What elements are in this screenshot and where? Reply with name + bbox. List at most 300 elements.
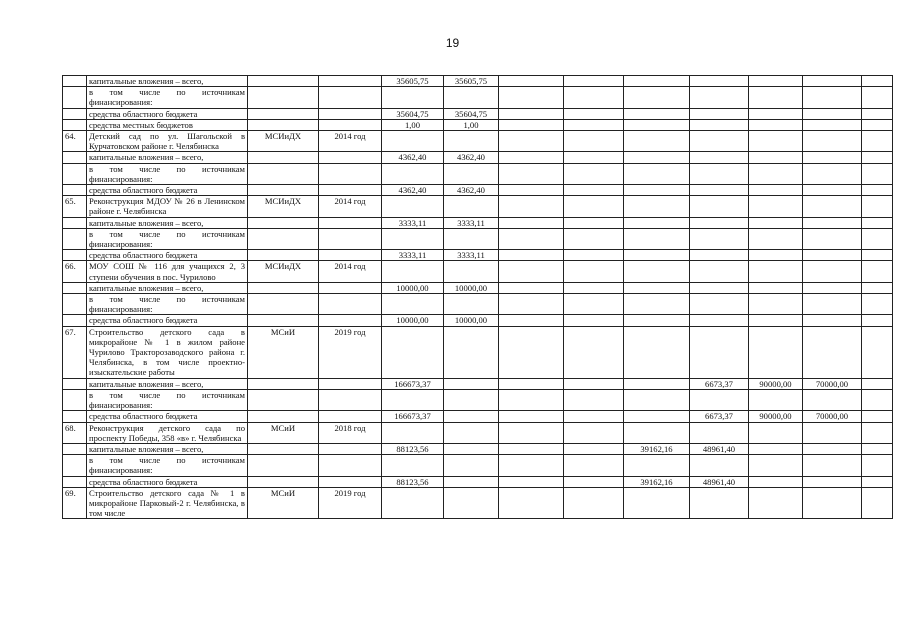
row-value <box>803 261 862 282</box>
row-value <box>862 443 893 454</box>
row-value <box>749 228 803 249</box>
row-value <box>564 119 624 130</box>
row-name: Реконструкция детского сада по проспекту Победы, 358 «в» г. Челябинска <box>87 422 248 443</box>
row-total: 88123,56 <box>382 443 444 454</box>
row-value <box>803 163 862 184</box>
row-value <box>444 443 499 454</box>
row-value <box>862 487 893 519</box>
row-value <box>624 185 690 196</box>
row-value <box>499 163 564 184</box>
table-row <box>63 282 893 293</box>
row-value <box>803 422 862 443</box>
row-name: капитальные вложения – всего, <box>87 282 248 293</box>
row-total <box>382 294 444 315</box>
row-number <box>63 294 87 315</box>
row-value <box>564 282 624 293</box>
row-value <box>803 250 862 261</box>
row-value <box>803 443 862 454</box>
row-value <box>862 76 893 87</box>
row-value <box>564 76 624 87</box>
row-value <box>564 87 624 108</box>
row-value <box>499 487 564 519</box>
investment-table <box>62 75 893 519</box>
row-value <box>862 422 893 443</box>
row-executor <box>248 282 319 293</box>
row-value <box>862 185 893 196</box>
row-value <box>749 315 803 326</box>
row-value <box>749 389 803 410</box>
row-value <box>749 131 803 152</box>
row-executor <box>248 76 319 87</box>
row-name: Строительство детского сада № 1 в микрорайоне Парковый-2 г. Челябинска, в том числе <box>87 487 248 519</box>
row-executor <box>248 250 319 261</box>
table-row <box>63 378 893 389</box>
row-total <box>382 196 444 217</box>
table-row <box>63 455 893 476</box>
row-value <box>564 185 624 196</box>
row-value <box>624 228 690 249</box>
row-executor: МСиИ <box>248 422 319 443</box>
row-number <box>63 217 87 228</box>
row-value <box>862 152 893 163</box>
row-total: 35605,75 <box>382 76 444 87</box>
row-value <box>803 282 862 293</box>
row-total: 166673,37 <box>382 378 444 389</box>
row-value <box>444 487 499 519</box>
row-value <box>690 185 749 196</box>
row-value: 90000,00 <box>749 411 803 422</box>
row-value <box>690 152 749 163</box>
row-value <box>564 131 624 152</box>
row-year: 2019 год <box>319 487 382 519</box>
row-value <box>564 108 624 119</box>
row-number <box>63 228 87 249</box>
row-value <box>564 443 624 454</box>
row-name: средства областного бюджета <box>87 185 248 196</box>
row-value: 3333,11 <box>444 217 499 228</box>
row-value <box>862 250 893 261</box>
row-executor: МСИиДХ <box>248 131 319 152</box>
row-value <box>624 411 690 422</box>
row-value <box>499 476 564 487</box>
row-value <box>444 476 499 487</box>
row-year: 2018 год <box>319 422 382 443</box>
row-value <box>749 76 803 87</box>
row-value <box>624 217 690 228</box>
row-year <box>319 87 382 108</box>
row-value <box>803 185 862 196</box>
row-value <box>749 455 803 476</box>
row-total <box>382 261 444 282</box>
row-value: 4362,40 <box>444 185 499 196</box>
row-value <box>749 196 803 217</box>
row-value <box>862 87 893 108</box>
row-name: в том числе по источникам финансирования: <box>87 389 248 410</box>
row-value <box>749 326 803 378</box>
row-total <box>382 87 444 108</box>
row-year: 2014 год <box>319 196 382 217</box>
row-value <box>624 76 690 87</box>
row-number <box>63 108 87 119</box>
row-name: средства областного бюджета <box>87 250 248 261</box>
row-number <box>63 443 87 454</box>
row-value <box>624 196 690 217</box>
row-value: 6673,37 <box>690 378 749 389</box>
row-value <box>499 422 564 443</box>
table-row <box>63 389 893 410</box>
row-name: средства областного бюджета <box>87 411 248 422</box>
row-value: 39162,16 <box>624 476 690 487</box>
row-value <box>862 119 893 130</box>
table-row <box>63 87 893 108</box>
row-total <box>382 455 444 476</box>
row-value <box>690 455 749 476</box>
table-row <box>63 261 893 282</box>
row-value <box>444 326 499 378</box>
row-value <box>624 315 690 326</box>
row-year <box>319 476 382 487</box>
table-body <box>63 76 893 519</box>
row-value <box>564 152 624 163</box>
row-total <box>382 131 444 152</box>
row-year <box>319 152 382 163</box>
row-number <box>63 76 87 87</box>
row-year <box>319 76 382 87</box>
row-total <box>382 326 444 378</box>
row-number: 68. <box>63 422 87 443</box>
row-year: 2014 год <box>319 131 382 152</box>
row-value <box>690 108 749 119</box>
row-value <box>444 455 499 476</box>
row-value <box>690 87 749 108</box>
row-value <box>499 411 564 422</box>
row-value <box>749 87 803 108</box>
table-row <box>63 326 893 378</box>
row-total <box>382 163 444 184</box>
row-executor <box>248 411 319 422</box>
row-value <box>624 326 690 378</box>
row-year <box>319 108 382 119</box>
row-value <box>499 119 564 130</box>
row-value <box>690 119 749 130</box>
row-value <box>499 389 564 410</box>
row-value <box>749 282 803 293</box>
row-value <box>624 250 690 261</box>
row-executor <box>248 228 319 249</box>
row-name: в том числе по источникам финансирования: <box>87 87 248 108</box>
row-value <box>499 443 564 454</box>
row-value <box>690 282 749 293</box>
row-value <box>690 196 749 217</box>
row-value <box>749 152 803 163</box>
row-total: 10000,00 <box>382 282 444 293</box>
row-value: 6673,37 <box>690 411 749 422</box>
row-value <box>444 261 499 282</box>
row-executor <box>248 443 319 454</box>
row-year <box>319 228 382 249</box>
row-value <box>803 326 862 378</box>
table-row <box>63 228 893 249</box>
row-total <box>382 389 444 410</box>
row-value <box>803 294 862 315</box>
table-row <box>63 294 893 315</box>
table-row <box>63 217 893 228</box>
row-value <box>803 87 862 108</box>
row-value: 70000,00 <box>803 378 862 389</box>
row-total: 166673,37 <box>382 411 444 422</box>
table-row <box>63 422 893 443</box>
row-value <box>564 228 624 249</box>
row-value: 35604,75 <box>444 108 499 119</box>
row-value <box>499 185 564 196</box>
row-number <box>63 185 87 196</box>
row-number <box>63 250 87 261</box>
row-number <box>63 282 87 293</box>
row-name: капитальные вложения – всего, <box>87 152 248 163</box>
row-year <box>319 119 382 130</box>
row-value <box>803 131 862 152</box>
row-value <box>624 282 690 293</box>
row-value <box>624 378 690 389</box>
table-row <box>63 119 893 130</box>
row-executor <box>248 119 319 130</box>
row-value <box>564 455 624 476</box>
row-value <box>564 250 624 261</box>
row-value <box>862 163 893 184</box>
row-year <box>319 443 382 454</box>
row-value <box>624 152 690 163</box>
row-value <box>499 87 564 108</box>
row-value <box>499 282 564 293</box>
row-total <box>382 228 444 249</box>
row-value <box>499 378 564 389</box>
table-row <box>63 196 893 217</box>
row-value <box>690 228 749 249</box>
row-executor: МСИиДХ <box>248 261 319 282</box>
row-number: 65. <box>63 196 87 217</box>
row-value <box>624 87 690 108</box>
row-name: Реконструкция МДОУ № 26 в Ленинском районе г. Челябинска <box>87 196 248 217</box>
row-value <box>564 217 624 228</box>
row-value <box>499 455 564 476</box>
row-value <box>862 217 893 228</box>
row-value: 10000,00 <box>444 315 499 326</box>
row-value <box>444 196 499 217</box>
row-executor: МСиИ <box>248 326 319 378</box>
row-executor <box>248 476 319 487</box>
row-number: 66. <box>63 261 87 282</box>
row-value <box>749 163 803 184</box>
row-value: 39162,16 <box>624 443 690 454</box>
row-value <box>499 217 564 228</box>
row-value <box>749 217 803 228</box>
row-value: 1,00 <box>444 119 499 130</box>
row-value <box>690 217 749 228</box>
row-number <box>63 411 87 422</box>
table-row <box>63 76 893 87</box>
page-number: 19 <box>445 36 460 50</box>
row-value: 48961,40 <box>690 476 749 487</box>
row-year <box>319 282 382 293</box>
row-value <box>862 455 893 476</box>
row-executor <box>248 294 319 315</box>
row-value <box>862 326 893 378</box>
table-row <box>63 185 893 196</box>
row-value <box>564 422 624 443</box>
row-value <box>564 487 624 519</box>
row-value <box>690 131 749 152</box>
row-total: 4362,40 <box>382 185 444 196</box>
row-value <box>749 294 803 315</box>
row-value <box>564 261 624 282</box>
row-value: 70000,00 <box>803 411 862 422</box>
row-value: 90000,00 <box>749 378 803 389</box>
row-value <box>499 152 564 163</box>
row-year <box>319 294 382 315</box>
row-number <box>63 389 87 410</box>
row-value <box>499 326 564 378</box>
row-value <box>499 261 564 282</box>
row-value <box>862 476 893 487</box>
table-row <box>63 315 893 326</box>
row-value <box>564 315 624 326</box>
row-value <box>624 455 690 476</box>
row-name: средства областного бюджета <box>87 108 248 119</box>
row-executor <box>248 185 319 196</box>
table-row <box>63 131 893 152</box>
row-value <box>690 76 749 87</box>
row-number <box>63 378 87 389</box>
row-value <box>862 315 893 326</box>
row-name: капитальные вложения – всего, <box>87 443 248 454</box>
row-value <box>499 228 564 249</box>
row-value <box>564 326 624 378</box>
row-value: 3333,11 <box>444 250 499 261</box>
row-name: Детский сад по ул. Шагольской в Курчатовском районе г. Челябинска <box>87 131 248 152</box>
row-value <box>624 294 690 315</box>
row-name: средства областного бюджета <box>87 476 248 487</box>
row-value <box>862 389 893 410</box>
row-value <box>749 476 803 487</box>
row-value <box>803 196 862 217</box>
row-number: 64. <box>63 131 87 152</box>
row-value <box>690 487 749 519</box>
row-value <box>749 422 803 443</box>
row-value <box>444 378 499 389</box>
row-value <box>564 196 624 217</box>
row-name: средства областного бюджета <box>87 315 248 326</box>
row-value <box>690 250 749 261</box>
table-row <box>63 163 893 184</box>
row-name: в том числе по источникам финансирования: <box>87 228 248 249</box>
row-year <box>319 163 382 184</box>
row-value <box>803 315 862 326</box>
row-value <box>749 119 803 130</box>
row-value <box>564 476 624 487</box>
row-value <box>803 389 862 410</box>
row-value <box>499 131 564 152</box>
row-number <box>63 476 87 487</box>
row-value <box>862 228 893 249</box>
row-total: 3333,11 <box>382 217 444 228</box>
row-value <box>862 261 893 282</box>
row-total <box>382 422 444 443</box>
row-value <box>499 108 564 119</box>
row-total: 3333,11 <box>382 250 444 261</box>
row-number: 67. <box>63 326 87 378</box>
row-value <box>749 250 803 261</box>
row-name: в том числе по источникам финансирования: <box>87 294 248 315</box>
row-executor: МСиИ <box>248 487 319 519</box>
table-row <box>63 476 893 487</box>
row-value <box>803 217 862 228</box>
row-value <box>564 389 624 410</box>
row-value <box>690 422 749 443</box>
row-year: 2019 год <box>319 326 382 378</box>
row-value <box>499 76 564 87</box>
row-year <box>319 378 382 389</box>
row-value <box>862 294 893 315</box>
table-row <box>63 108 893 119</box>
row-executor <box>248 217 319 228</box>
row-value <box>499 294 564 315</box>
row-number <box>63 163 87 184</box>
row-executor <box>248 87 319 108</box>
row-value <box>862 378 893 389</box>
table-row <box>63 487 893 519</box>
table-row <box>63 443 893 454</box>
row-value <box>624 487 690 519</box>
row-number <box>63 119 87 130</box>
row-executor <box>248 163 319 184</box>
row-executor: МСИиДХ <box>248 196 319 217</box>
row-total: 10000,00 <box>382 315 444 326</box>
row-value <box>803 476 862 487</box>
row-value <box>690 389 749 410</box>
row-name: капитальные вложения – всего, <box>87 378 248 389</box>
row-value <box>803 455 862 476</box>
row-value <box>564 294 624 315</box>
row-number: 69. <box>63 487 87 519</box>
row-total: 4362,40 <box>382 152 444 163</box>
row-total: 88123,56 <box>382 476 444 487</box>
row-value <box>690 315 749 326</box>
row-value <box>444 389 499 410</box>
table-row <box>63 411 893 422</box>
row-year <box>319 250 382 261</box>
row-value <box>444 87 499 108</box>
row-value <box>749 443 803 454</box>
row-value: 35605,75 <box>444 76 499 87</box>
row-value <box>749 108 803 119</box>
row-value <box>803 76 862 87</box>
row-name: средства местных бюджетов <box>87 119 248 130</box>
row-value <box>803 487 862 519</box>
row-year <box>319 315 382 326</box>
row-total: 1,00 <box>382 119 444 130</box>
row-value <box>444 228 499 249</box>
row-year <box>319 411 382 422</box>
row-year <box>319 455 382 476</box>
row-executor <box>248 152 319 163</box>
row-value <box>564 163 624 184</box>
row-name: капитальные вложения – всего, <box>87 76 248 87</box>
row-executor <box>248 108 319 119</box>
row-value: 4362,40 <box>444 152 499 163</box>
row-year <box>319 217 382 228</box>
row-name: капитальные вложения – всего, <box>87 217 248 228</box>
row-value <box>444 163 499 184</box>
